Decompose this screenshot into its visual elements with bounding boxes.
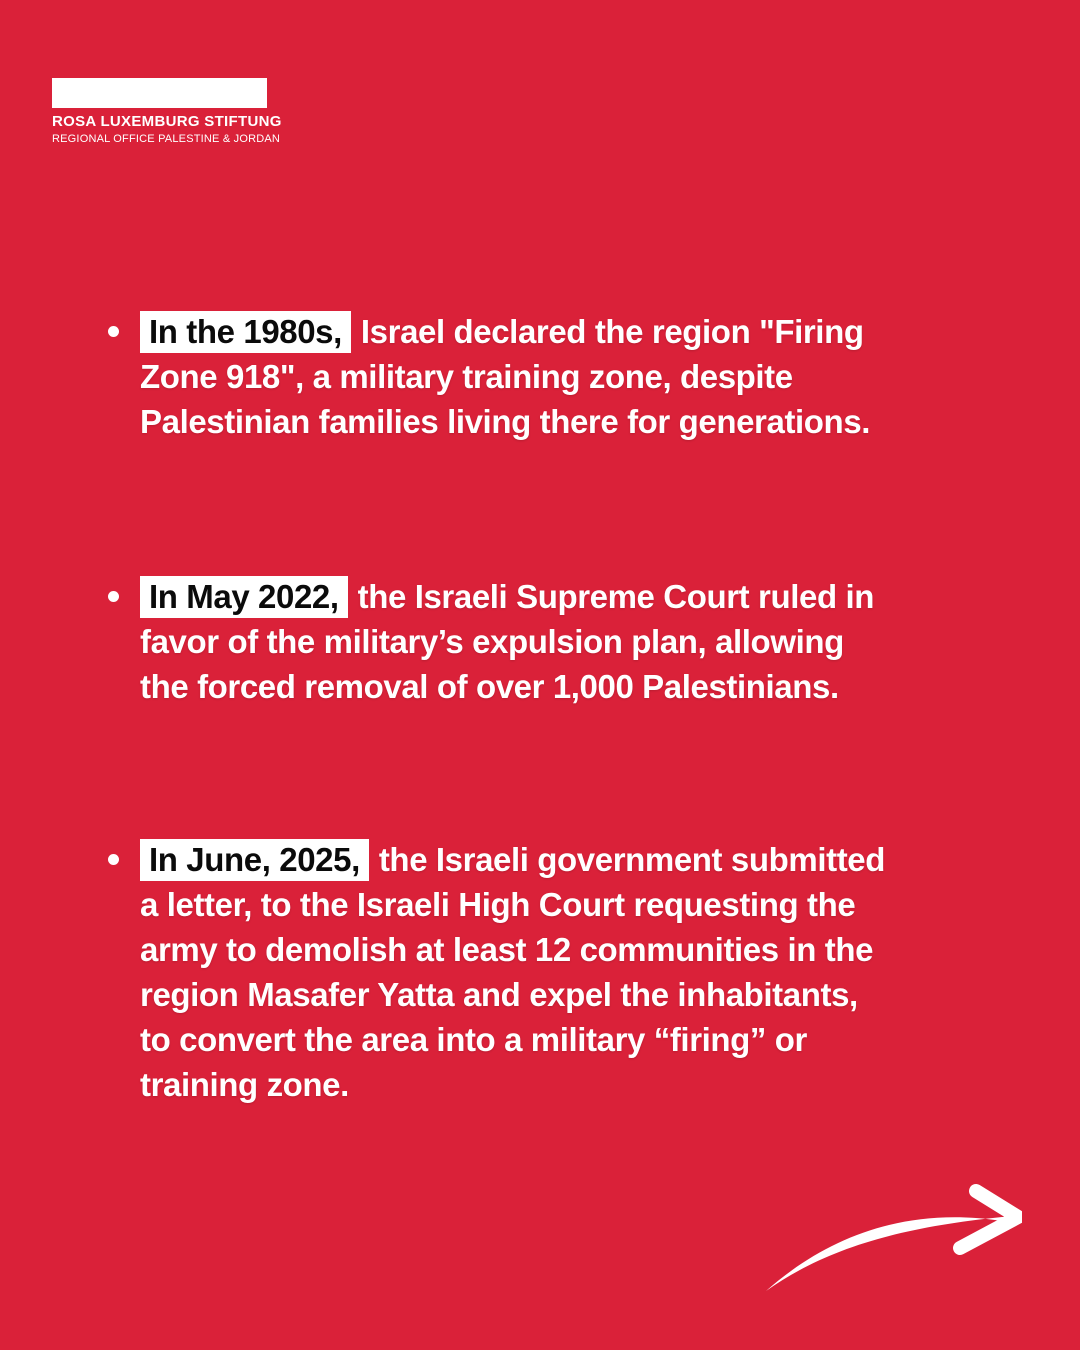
logo-office-name: REGIONAL OFFICE PALESTINE & JORDAN — [52, 133, 281, 145]
bullet-line — [140, 574, 874, 619]
logo-org-name: ROSA LUXEMBURG STIFTUNG — [52, 113, 282, 130]
bullet-line: a letter, to the Israeli High Court requesting the — [140, 886, 856, 923]
list-item-1980s — [108, 309, 870, 444]
bullet-text — [140, 837, 885, 1107]
bullet-line: Palestinian families living there for generations. — [140, 403, 871, 440]
bullet-line: favor of the military’s expulsion plan, allowing — [140, 623, 844, 660]
highlight-date: In May 2022, — [140, 576, 348, 618]
bullet-line-rest: the Israeli government submitted — [378, 841, 885, 878]
curved-arrow-right-icon — [764, 1184, 1022, 1296]
highlight-date: In the 1980s, — [140, 311, 351, 353]
bullet-line: the forced removal of over 1,000 Palestinians. — [140, 668, 839, 705]
bullet-line: Zone 918", a military training zone, despite — [140, 358, 793, 395]
rls-logo — [52, 78, 282, 145]
bullet-line — [140, 837, 885, 882]
bullet-dot-icon — [108, 326, 119, 337]
bullet-text — [140, 574, 874, 709]
bullet-dot-icon — [108, 854, 119, 865]
bullet-line: army to demolish at least 12 communities in the — [140, 931, 874, 968]
bullet-line-rest: the Israeli Supreme Court ruled in — [357, 578, 874, 615]
list-item-may-2022 — [108, 574, 874, 709]
highlight-date: In June, 2025, — [140, 839, 369, 881]
bullet-line — [140, 309, 870, 354]
bullet-line: training zone. — [140, 1066, 349, 1103]
bullet-line: region Masafer Yatta and expel the inhabitants, — [140, 976, 858, 1013]
logo-white-block — [52, 78, 267, 108]
bullet-text — [140, 309, 870, 444]
list-item-june-2025 — [108, 837, 885, 1107]
bullet-line-rest: Israel declared the region "Firing — [360, 313, 864, 350]
bullet-dot-icon — [108, 591, 119, 602]
bullet-line: to convert the area into a military “firing” or — [140, 1021, 807, 1058]
